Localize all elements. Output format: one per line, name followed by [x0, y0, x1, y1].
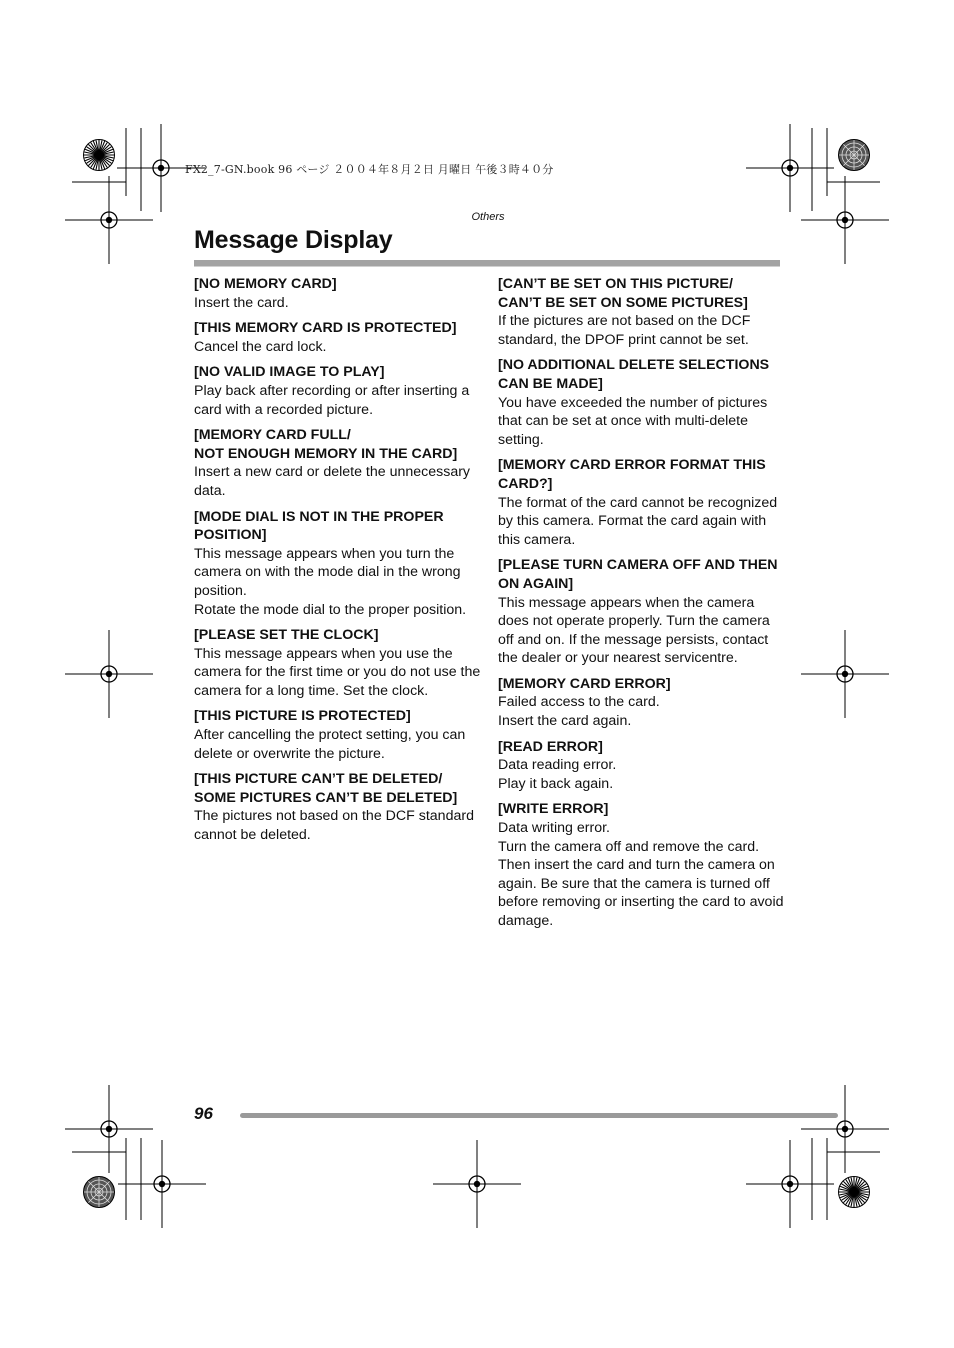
message-title: [THIS MEMORY CARD IS PROTECTED]: [194, 320, 457, 337]
left-column: [194, 275, 482, 852]
message-description: You have exceeded the number of pictures that can be set at once with multi-delete setting.: [498, 394, 768, 448]
message-title: [PLEASE SET THE CLOCK]: [194, 627, 379, 644]
footer-rule: [240, 1113, 838, 1118]
message-title: [CAN’T BE SET ON THIS PICTURE/ CAN’T BE SET ON SOME PICTURES]: [498, 276, 748, 311]
message-description: If the pictures are not based on the DCF standard, the DPOF print cannot be set.: [498, 313, 751, 348]
message-description: After cancelling the protect setting, you can delete or overwrite the picture.: [194, 727, 466, 762]
message-entry: [194, 707, 482, 763]
message-entry: [194, 508, 482, 620]
message-title: [MODE DIAL IS NOT IN THE PROPER POSITION]: [194, 508, 444, 544]
message-description: This message appears when the camera does not operate properly. Turn the camera off and on. If the message persists, contact the dealer or your nearest servicentre.: [498, 594, 770, 667]
message-title: [THIS PICTURE IS PROTECTED]: [194, 708, 411, 725]
message-entry: [194, 426, 482, 500]
message-entry: [498, 675, 786, 731]
message-title: [NO ADDITIONAL DELETE SELECTIONS CAN BE MADE]: [498, 357, 770, 392]
page-number: 96: [194, 1104, 213, 1123]
message-title: [PLEASE TURN CAMERA OFF AND THEN ON AGAIN]: [498, 557, 778, 592]
message-entry: [498, 275, 786, 349]
message-title: [MEMORY CARD FULL/ NOT ENOUGH MEMORY IN THE CARD]: [194, 427, 458, 462]
right-column: [498, 275, 786, 938]
message-description: The format of the card cannot be recognized by this camera. Format the card again with this camera.: [498, 494, 778, 548]
message-description: Insert a new card or delete the unnecessary data.: [194, 464, 471, 499]
message-entry: [498, 800, 786, 930]
message-entry: [194, 275, 482, 312]
message-title: [WRITE ERROR]: [498, 801, 609, 818]
message-entry: [194, 770, 482, 844]
message-description: Insert the card.: [194, 294, 289, 311]
message-description: Data writing error. Turn the camera off and remove the card. Then insert the card and turn the camera on again. Be sure that the camera is turned off before removing or inserting the card to avoid damage.: [498, 820, 784, 929]
message-entry: [194, 363, 482, 419]
message-title: [READ ERROR]: [498, 738, 603, 755]
message-entry: [498, 556, 786, 668]
message-description: Data reading error. Play it back again.: [498, 757, 617, 792]
message-title: [NO VALID IMAGE TO PLAY]: [194, 364, 385, 381]
title-rule: [194, 260, 780, 267]
message-entry: [498, 738, 786, 794]
message-entry: [194, 626, 482, 700]
message-description: This message appears when you use the camera for the first time or you do not use the camera for a long time. Set the clock.: [194, 645, 481, 699]
message-entry: [498, 356, 786, 449]
message-description: This message appears when you turn the camera on with the mode dial in the wrong position. Rotate the mode dial to the proper position.: [194, 545, 467, 618]
message-entry: [194, 319, 482, 356]
page-title: Message Display: [194, 226, 393, 254]
section-label: Others: [471, 211, 505, 223]
print-info: FX2_7-GN.book 96 ページ ２００４年８月２日 月曜日 午後３時４０分: [185, 163, 554, 176]
message-title: [MEMORY CARD ERROR]: [498, 675, 671, 692]
message-entry: [498, 456, 786, 549]
message-title: [MEMORY CARD ERROR FORMAT THIS CARD?]: [498, 457, 766, 492]
message-description: Cancel the card lock.: [194, 338, 327, 355]
message-description: Play back after recording or after inserting a card with a recorded picture.: [194, 382, 470, 418]
message-title: [THIS PICTURE CAN’T BE DELETED/ SOME PICTURES CAN’T BE DELETED]: [194, 771, 458, 806]
message-description: The pictures not based on the DCF standard cannot be deleted.: [194, 808, 474, 844]
message-description: Failed access to the card. Insert the card again.: [498, 694, 660, 730]
message-title: [NO MEMORY CARD]: [194, 276, 337, 292]
